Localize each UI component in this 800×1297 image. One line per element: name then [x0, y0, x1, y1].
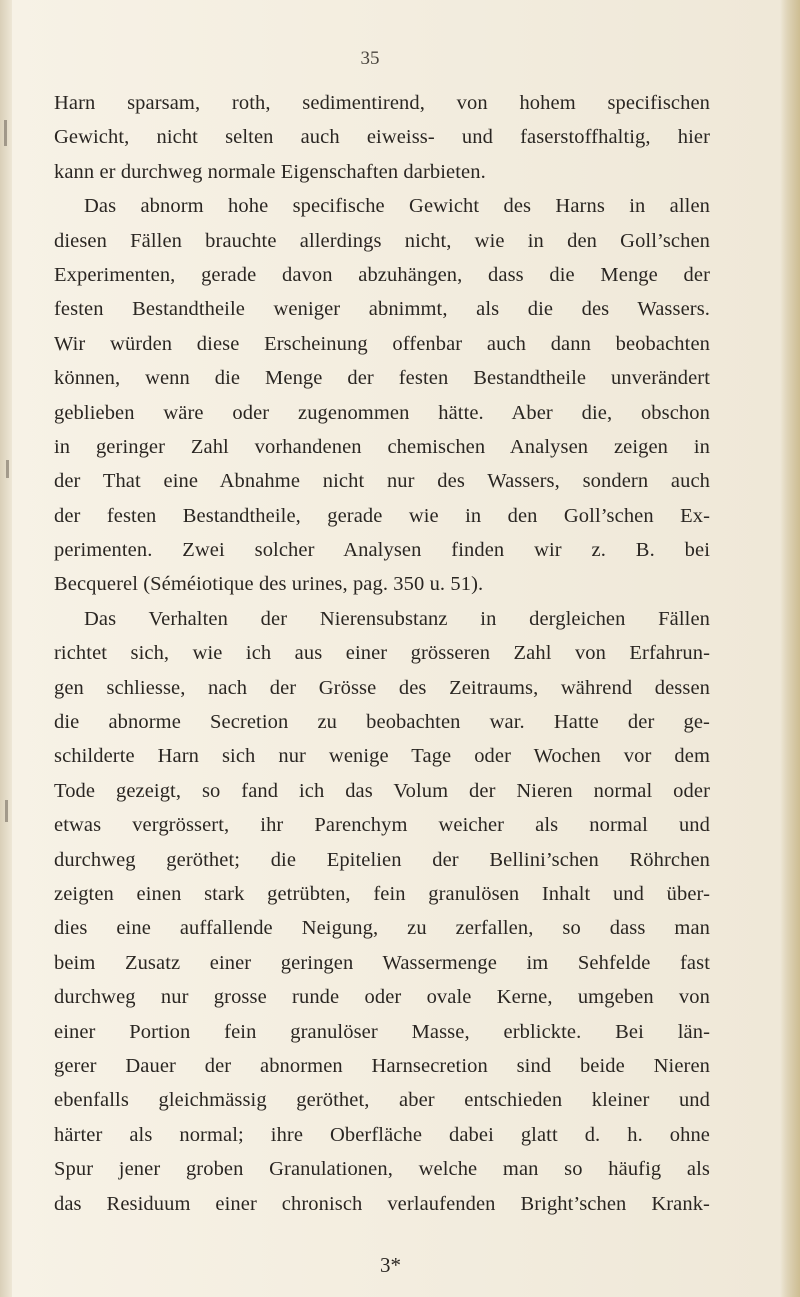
text-line: einer Portion fein granulöser Masse, erblickte. Bei län- — [54, 1020, 710, 1043]
margin-mark — [5, 800, 8, 822]
text-line: schilderte Harn sich nur wenige Tage oder Wochen vor dem — [54, 745, 710, 768]
text-line: Wir würden diese Erscheinung offenbar auch dann beobachten — [54, 332, 710, 355]
text-line: Experimenten, gerade davon abzuhängen, dass die Menge der — [54, 263, 710, 286]
margin-mark — [6, 460, 9, 478]
body-text — [54, 86, 710, 1221]
signature-mark: 3* — [380, 1253, 401, 1277]
text-line: der That eine Abnahme nicht nur des Wassers, sondern auch — [54, 470, 710, 493]
text-line: die abnorme Secretion zu beobachten war. Hatte der ge- — [54, 711, 710, 734]
text-line: härter als normal; ihre Oberfläche dabei glatt d. h. ohne — [54, 1123, 710, 1146]
text-line: durchweg nur grosse runde oder ovale Kerne, umgeben von — [54, 986, 710, 1009]
page-edge-shadow — [780, 0, 800, 1297]
text-line: diesen Fällen brauchte allerdings nicht, wie in den Goll’schen — [54, 229, 710, 252]
text-line: Harn sparsam, roth, sedimentirend, von hohem specifischen — [54, 92, 710, 114]
text-line: Becquerel (Séméiotique des urines, pag. 350 u. 51). — [54, 573, 484, 596]
text-line: dies eine auffallende Neigung, zu zerfallen, so dass man — [54, 917, 710, 940]
text-line: kann er durchweg normale Eigenschaften darbieten. — [54, 160, 486, 183]
text-line: Tode gezeigt, so fand ich das Volum der Nieren normal oder — [54, 779, 710, 802]
text-line: der festen Bestandtheile, gerade wie in den Goll’schen Ex- — [54, 504, 710, 527]
text-line: etwas vergrössert, ihr Parenchym weicher als normal und — [54, 814, 710, 837]
text-line: ebenfalls gleichmässig geröthet, aber entschieden kleiner und — [54, 1089, 710, 1112]
text-line: gen schliesse, nach der Grösse des Zeitraums, während dessen — [54, 676, 710, 699]
text-line: richtet sich, wie ich aus einer grösseren Zahl von Erfahrun- — [54, 642, 710, 665]
text-line: zeigten einen stark getrübten, fein granulösen Inhalt und über- — [54, 882, 710, 905]
text-line: perimenten. Zwei solcher Analysen finden wir z. B. bei — [54, 539, 710, 562]
page-number: 35 — [360, 48, 380, 69]
text-line: festen Bestandtheile weniger abnimmt, als die des Wassers. — [54, 298, 710, 321]
text-line: Spur jener groben Granulationen, welche man so häufig als — [54, 1158, 710, 1181]
text-line: gerer Dauer der abnormen Harnsecretion sind beide Nieren — [54, 1054, 710, 1077]
text-line: können, wenn die Menge der festen Bestandtheile unverändert — [54, 367, 710, 390]
text-line: beim Zusatz einer geringen Wassermenge im Sehfelde fast — [54, 951, 710, 974]
text-line: geblieben wäre oder zugenommen hätte. Aber die, obschon — [54, 401, 710, 424]
text-line: Das Verhalten der Nierensubstanz in dergleichen Fällen — [84, 607, 710, 630]
text-line: Das abnorm hohe specifische Gewicht des Harns in allen — [84, 195, 710, 218]
text-line: das Residuum einer chronisch verlaufenden Bright’schen Krank- — [54, 1192, 710, 1215]
page-gutter-shadow — [0, 0, 12, 1297]
text-line: durchweg geröthet; die Epitelien der Bellini’schen Röhrchen — [54, 848, 710, 871]
text-line: Gewicht, nicht selten auch eiweiss- und faserstoffhaltig, hier — [54, 126, 710, 149]
text-line: in geringer Zahl vorhandenen chemischen Analysen zeigen in — [54, 435, 710, 458]
margin-mark — [4, 120, 7, 146]
